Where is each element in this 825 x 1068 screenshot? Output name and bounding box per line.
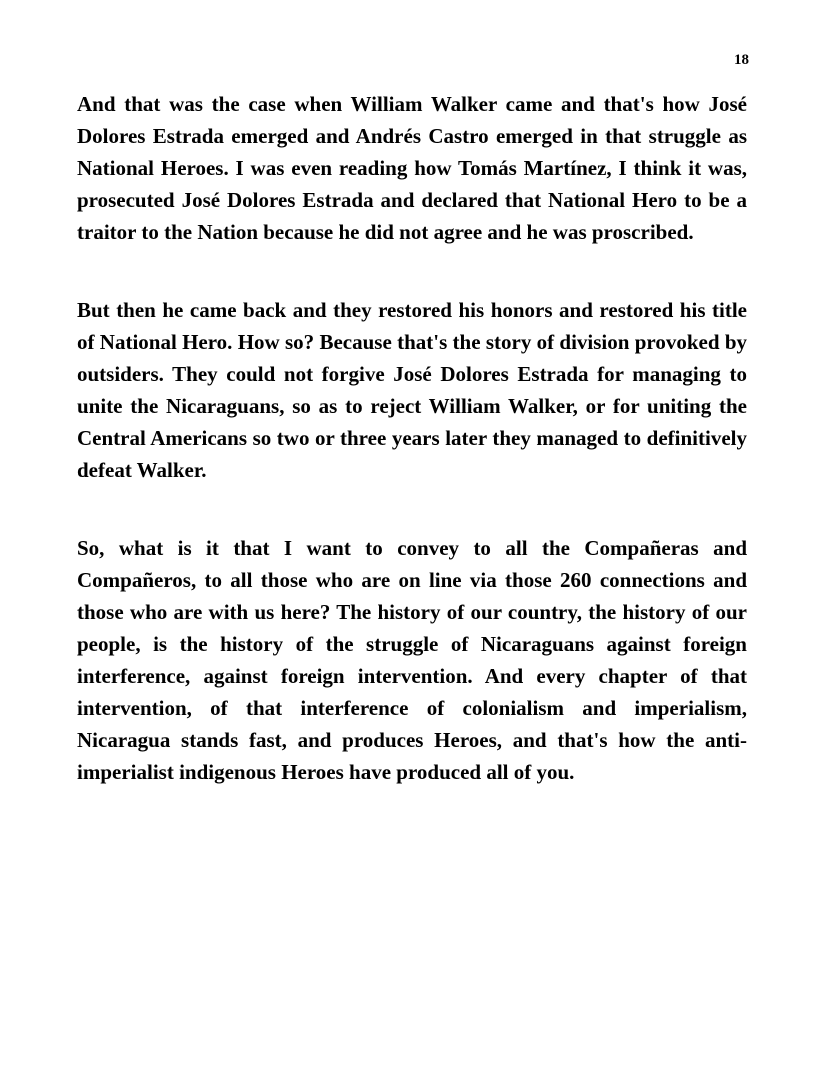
paragraph: So, what is it that I want to convey to all the Compañeras and Compañeros, to all those who are on line via those 260 connections and those who are with us here? The history of our country, the history of our people, is the history of the struggle of Nicaraguans against foreign interference, against foreign intervention. And every chapter of that intervention, of that interference of colonialism and imperialism, Nicaragua stands fast, and produces Heroes, and that's how the anti-imperialist indigenous Heroes have produced all of you. <box>77 536 747 784</box>
paragraph: But then he came back and they restored his honors and restored his title of National Hero. How so? Because that's the story of division provoked by outsiders. They could not forgive José Dolores Estrada for managing to unite the Nicaraguans, so as to reject William Walker, or for uniting the Central Americans so two or three years later they managed to definitively defeat Walker. <box>77 298 747 482</box>
body-text <box>77 88 747 834</box>
page-number: 18 <box>734 52 749 68</box>
paragraph: And that was the case when William Walker came and that's how José Dolores Estrada emerged and Andrés Castro emerged in that struggle as National Heroes. I was even reading how Tomás Martínez, I think it was, prosecuted José Dolores Estrada and declared that National Hero to be a traitor to the Nation because he did not agree and he was proscribed. <box>77 92 747 244</box>
